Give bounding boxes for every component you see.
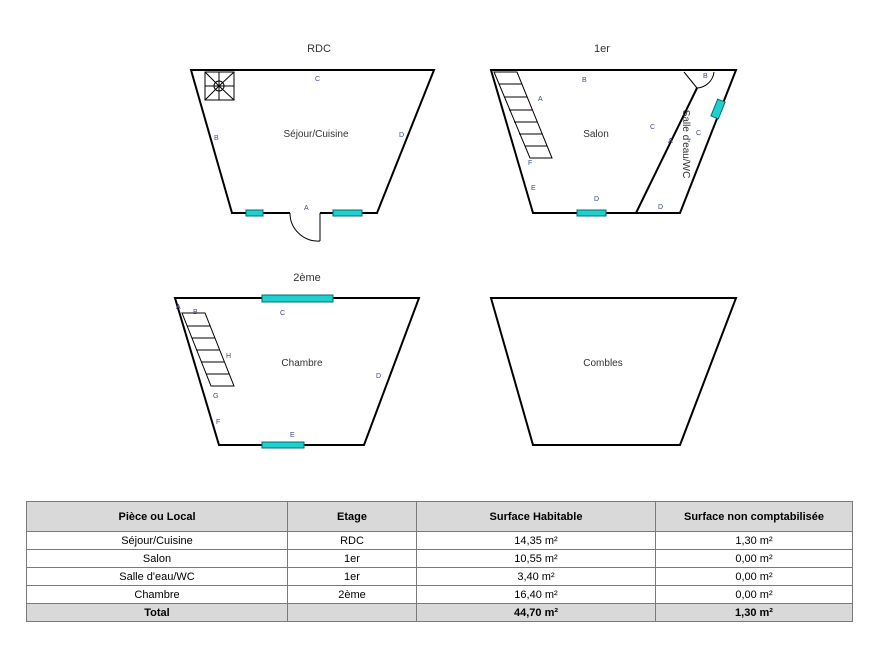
window — [711, 99, 725, 119]
table-total-row — [27, 604, 853, 622]
wall-label: E — [290, 432, 295, 439]
room-label: Salon — [583, 129, 609, 140]
cell-piece: Salon — [27, 550, 288, 568]
spiral-stair-icon — [205, 72, 234, 100]
cell-etage: 1er — [288, 568, 417, 586]
plan-rdc-title: RDC — [307, 43, 331, 55]
window — [333, 210, 362, 216]
cell-total-label: Total — [27, 604, 288, 622]
plan-1er-title: 1er — [594, 43, 610, 55]
room-label: Combles — [583, 358, 623, 369]
cell-total-habitable: 44,70 m² — [417, 604, 656, 622]
wall-label: A — [668, 138, 673, 145]
room-label: Séjour/Cuisine — [283, 129, 349, 140]
wall-label: B — [193, 309, 198, 316]
cell-total-non-comptabilisee: 1,30 m² — [656, 604, 853, 622]
cell-habitable: 16,40 m² — [417, 586, 656, 604]
wall-label: G — [213, 393, 219, 400]
wall-label: A — [538, 96, 543, 103]
plan-combles — [491, 298, 736, 445]
table-row — [27, 532, 853, 550]
cell-total-etage — [288, 604, 417, 622]
cell-habitable: 3,40 m² — [417, 568, 656, 586]
cell-non-comptabilisee: 0,00 m² — [656, 586, 853, 604]
wall-label: D — [594, 196, 600, 203]
column-header: Surface non comptabilisée — [656, 502, 853, 532]
plan-2eme-title: 2ème — [293, 272, 321, 284]
window — [246, 210, 263, 216]
column-header: Pièce ou Local — [27, 502, 288, 532]
cell-piece: Salle d'eau/WC — [27, 568, 288, 586]
plan-rdc — [191, 43, 434, 241]
door-icon — [684, 72, 714, 88]
column-header: Etage — [288, 502, 417, 532]
cell-piece: Chambre — [27, 586, 288, 604]
cell-non-comptabilisee: 0,00 m² — [656, 550, 853, 568]
plan-2eme — [175, 272, 419, 448]
cell-etage: 2ème — [288, 586, 417, 604]
plan-1er — [491, 43, 736, 216]
wall-label: A — [304, 205, 309, 212]
wall-label: B — [582, 77, 587, 84]
wall-label: D — [658, 204, 664, 211]
wall-label: H — [226, 353, 232, 360]
table-row — [27, 568, 853, 586]
cell-non-comptabilisee: 0,00 m² — [656, 568, 853, 586]
wall-label: A — [176, 304, 181, 311]
stair-icon — [494, 72, 552, 158]
cell-etage: 1er — [288, 550, 417, 568]
wall-label: C — [650, 124, 656, 131]
room-label: Salle d'eau/WC — [680, 109, 691, 179]
table-row — [27, 550, 853, 568]
wall-label: F — [216, 419, 221, 426]
cell-piece: Séjour/Cuisine — [27, 532, 288, 550]
wall-label: C — [315, 76, 321, 83]
cell-non-comptabilisee: 1,30 m² — [656, 532, 853, 550]
wall-label: C — [280, 310, 286, 317]
window — [262, 295, 333, 302]
wall-label: B — [214, 135, 219, 142]
wall-label: D — [399, 132, 405, 139]
table-row — [27, 586, 853, 604]
door-icon — [290, 211, 320, 241]
room-label: Chambre — [281, 358, 323, 369]
wall-label: C — [696, 130, 702, 137]
cell-etage: RDC — [288, 532, 417, 550]
plan-combles-walls — [491, 298, 736, 445]
window — [262, 442, 304, 448]
cell-habitable: 10,55 m² — [417, 550, 656, 568]
cell-habitable: 14,35 m² — [417, 532, 656, 550]
plan-2eme-walls — [175, 298, 419, 445]
window — [577, 210, 606, 216]
table-header-row — [27, 502, 853, 532]
plan-1er-walls — [491, 70, 736, 213]
wall-label: E — [531, 185, 536, 192]
wall-label: B — [703, 73, 708, 80]
wall-label: D — [376, 373, 382, 380]
surface-table — [26, 501, 853, 622]
column-header: Surface Habitable — [417, 502, 656, 532]
wall-label: F — [528, 160, 533, 167]
